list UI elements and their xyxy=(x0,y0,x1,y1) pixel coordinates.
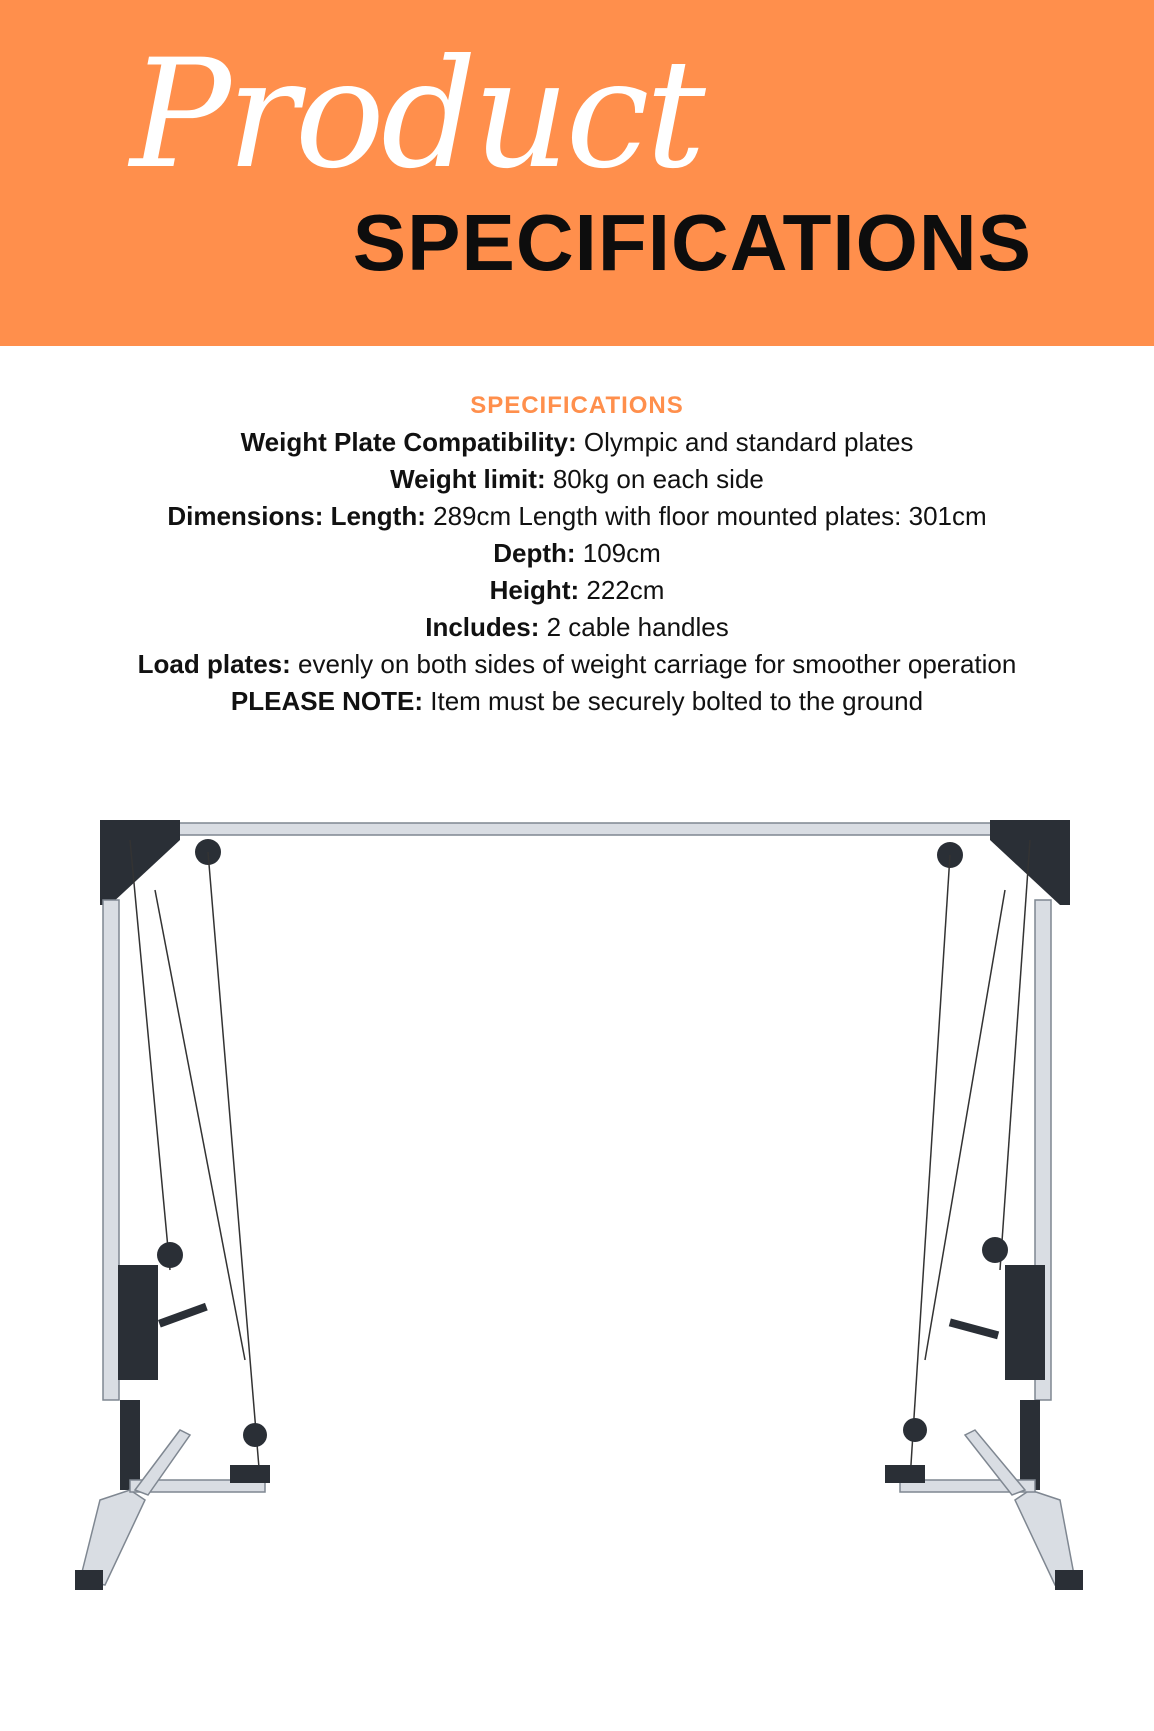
spec-label: Height: xyxy=(489,575,580,605)
spec-value: 80kg on each side xyxy=(545,464,764,494)
spec-weight-plate-compatibility xyxy=(0,424,1154,461)
spec-please-note xyxy=(0,683,1154,720)
left-base-post xyxy=(120,1400,140,1490)
bottom-right-pulley xyxy=(903,1418,927,1442)
left-upright xyxy=(103,900,119,1400)
spec-dimensions xyxy=(0,498,1154,535)
left-weight-carriage xyxy=(118,1265,158,1380)
specifications-section xyxy=(0,387,1154,720)
spec-label: Includes: xyxy=(425,612,540,642)
cable-crossover-machine-image xyxy=(70,800,1090,1610)
spec-label: Weight Plate Compatibility: xyxy=(240,427,577,457)
spec-label: Load plates: xyxy=(137,649,291,679)
right-base-post xyxy=(1020,1400,1040,1490)
spec-height xyxy=(0,572,1154,609)
top-crossbar xyxy=(150,823,1020,835)
spec-label: Weight limit: xyxy=(390,464,546,494)
header-banner xyxy=(0,0,1154,346)
spec-label: Depth: xyxy=(493,538,576,568)
spec-value: 222cm xyxy=(579,575,665,605)
spec-value: Olympic and standard plates xyxy=(576,427,914,457)
page-title: SPECIFICATIONS xyxy=(352,198,1032,287)
spec-value: 109cm xyxy=(575,538,661,568)
left-corner-plate xyxy=(100,820,180,905)
spec-weight-limit xyxy=(0,461,1154,498)
right-weight-carriage xyxy=(1005,1265,1045,1380)
spec-value: 2 cable handles xyxy=(539,612,729,642)
spec-label: Dimensions: Length: xyxy=(167,501,426,531)
bottom-left-pulley xyxy=(243,1423,267,1447)
specifications-heading: SPECIFICATIONS xyxy=(470,392,684,419)
spec-value: 289cm Length with floor mounted plates: 301cm xyxy=(425,501,987,531)
spec-label: PLEASE NOTE: xyxy=(230,686,424,716)
spec-depth xyxy=(0,535,1154,572)
spec-value: Item must be securely bolted to the ground xyxy=(423,686,924,716)
right-corner-plate xyxy=(990,820,1070,905)
spec-load-plates xyxy=(0,646,1154,683)
script-title: Product xyxy=(130,28,702,202)
spec-includes xyxy=(0,609,1154,646)
spec-value: evenly on both sides of weight carriage for smoother operation xyxy=(290,649,1017,679)
